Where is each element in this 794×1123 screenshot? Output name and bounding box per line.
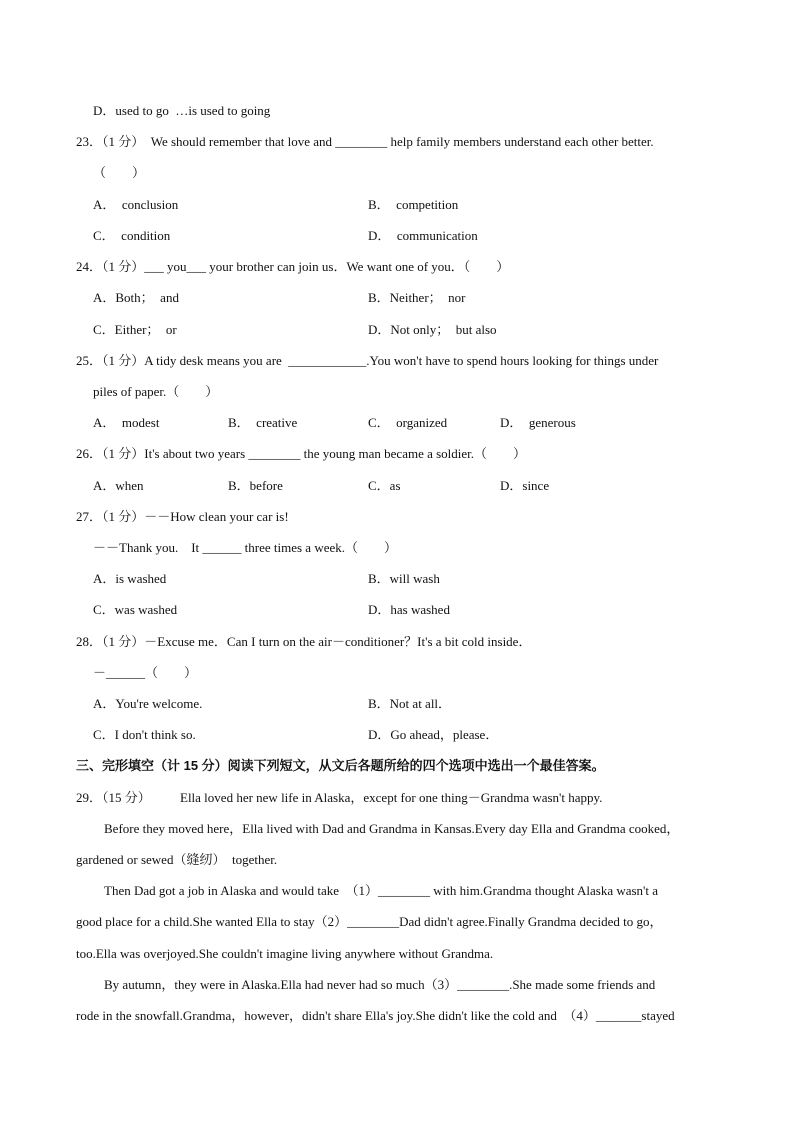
q23-option-b: B． competition <box>368 197 459 212</box>
q27-option-d: D．has washed <box>368 602 450 617</box>
q24-option-b: B．Neither； nor <box>368 290 466 305</box>
q25-stem: 25．（1 分）A tidy desk means you are ____________.You won't have to spend hours looking for things under <box>76 353 659 368</box>
q25-option-a: A． modest <box>93 415 160 430</box>
q27-dialog: －－Thank you. It ______ three times a week.（ ） <box>93 540 397 555</box>
q28-dialog: －______（ ） <box>93 665 198 680</box>
q28-option-b: B．Not at all． <box>368 696 452 711</box>
q24-option-c: C．Either； or <box>93 322 177 337</box>
q28-stem: 28．（1 分）－Excuse me．Can I turn on the air－conditioner？It's a bit cold inside． <box>76 634 532 649</box>
q22-option-d: D．used to go …is used to going <box>93 103 271 118</box>
q26-stem: 26．（1 分）It's about two years ________ the young man became a soldier.（ ） <box>76 446 527 461</box>
q28-option-c: C．I don't think so. <box>93 727 196 742</box>
q24-stem: 24．（1 分）___ you___ your brother can join us．We want one of you．（ ） <box>76 259 510 274</box>
q29-stem: 29．（15 分） Ella loved her new life in Alaska，except for one thing－Grandma wasn't happy. <box>76 790 603 805</box>
q25-option-b: B． creative <box>228 415 298 430</box>
q25-option-d: D． generous <box>500 415 576 430</box>
q26-option-d: D．since <box>500 478 550 493</box>
q23-option-d: D． communication <box>368 228 478 243</box>
q24-option-d: D．Not only； but also <box>368 322 497 337</box>
q27-option-b: B．will wash <box>368 571 440 586</box>
q26-option-c: C．as <box>368 478 401 493</box>
q23-stem: 23．（1 分） We should remember that love and ________ help family members understand each other better. <box>76 134 654 149</box>
q29-paragraph1-line2: gardened or sewed（缝纫） together. <box>76 852 278 867</box>
q29-paragraph3-line1: By autumn，they were in Alaska.Ella had never had so much（3）________.She made some friends and <box>104 977 656 992</box>
q25-stem-continued: piles of paper.（ ） <box>93 384 219 399</box>
q23-option-c: C． condition <box>93 228 171 243</box>
q27-option-c: C．was washed <box>93 602 178 617</box>
q29-paragraph2-line1: Then Dad got a job in Alaska and would take （1）________ with him.Grandma thought Alaska wasn't a <box>104 883 659 898</box>
q29-paragraph3-line2: rode in the snowfall.Grandma，however，didn't share Ella's joy.She didn't like the cold and （4）_______stayed <box>76 1008 675 1023</box>
q28-option-a: A．You're welcome. <box>93 696 203 711</box>
q29-paragraph2-line2: good place for a child.She wanted Ella to stay（2）________Dad didn't agree.Finally Grandma decided to go， <box>76 914 663 929</box>
q25-option-c: C． organized <box>368 415 448 430</box>
q29-paragraph1-line1: Before they moved here，Ella lived with Dad and Grandma in Kansas.Every day Ella and Grandma cooked， <box>104 821 680 836</box>
q24-option-a: A．Both； and <box>93 290 179 305</box>
q23-answer-paren: （ ） <box>93 165 146 180</box>
q26-option-b: B．before <box>228 478 283 493</box>
q27-stem: 27．（1 分）－－How clean your car is! <box>76 509 289 524</box>
q26-option-a: A．when <box>93 478 144 493</box>
q29-paragraph2-line3: too.Ella was overjoyed.She couldn't imagine living anywhere without Grandma. <box>76 946 494 961</box>
q27-option-a: A．is washed <box>93 571 167 586</box>
q23-option-a: A． conclusion <box>93 197 179 212</box>
q28-option-d: D．Go ahead，please． <box>368 727 499 742</box>
section-heading-cloze: 三、完形填空（计 15 分）阅读下列短文，从文后各题所给的四个选项中选出一个最佳答案。 <box>76 758 605 773</box>
